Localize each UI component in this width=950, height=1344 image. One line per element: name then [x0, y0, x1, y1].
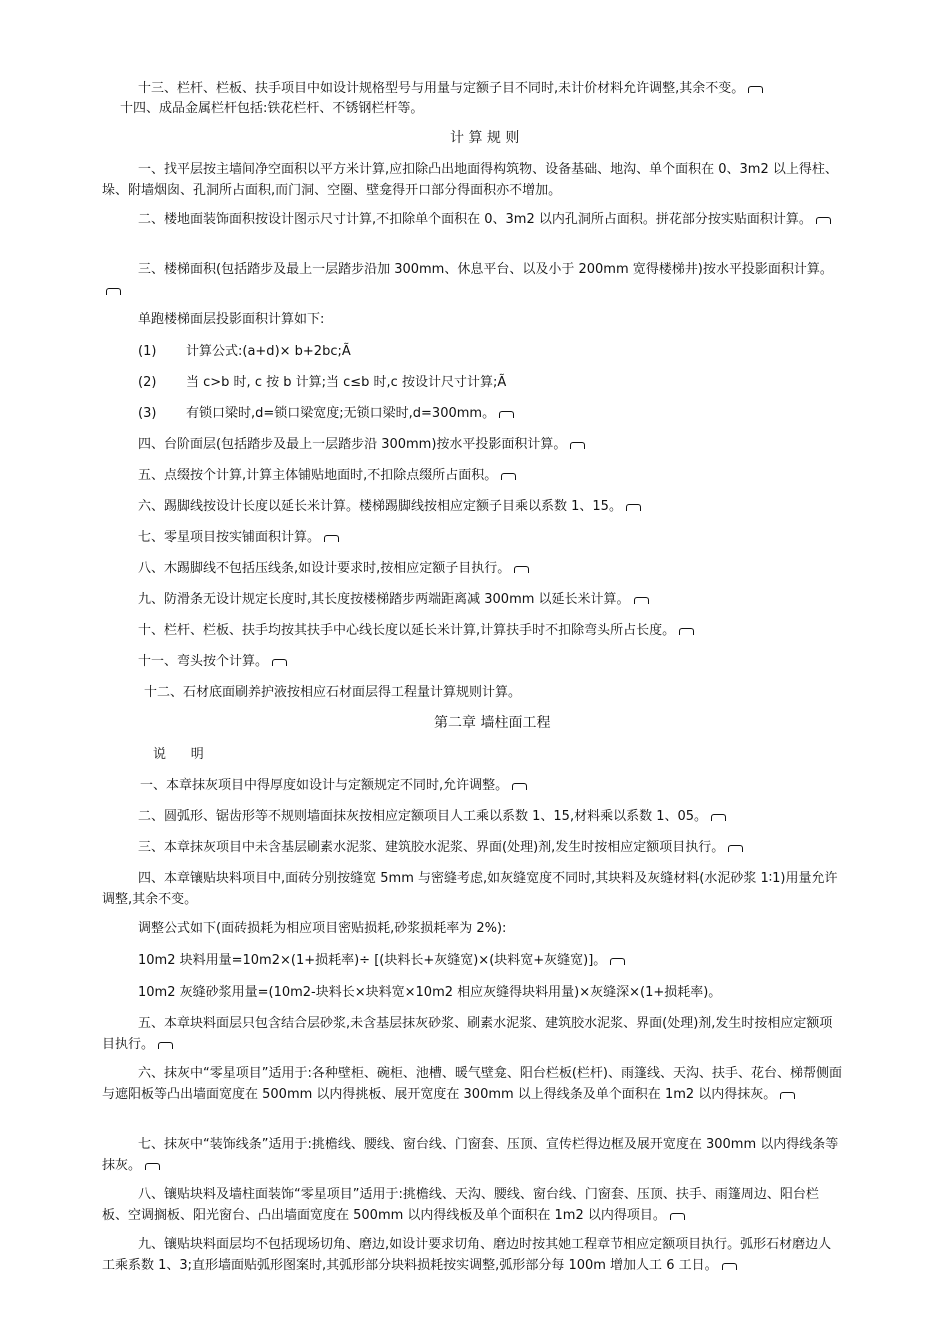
paragraph-mark-icon [711, 814, 726, 821]
formula-line: 10m2 灰缝砂浆用量=(10m2-块料长×块料宽×10m2 相应灰缝得块料用量)×灰缝深×(1+损耗率)。 [138, 985, 722, 1000]
formula-number: (3) [138, 406, 157, 421]
paragraph-mark-icon [670, 1213, 685, 1220]
paragraph: 一、本章抹灰项目中得厚度如设计与定额规定不同时,允许调整。 [140, 775, 527, 796]
paragraph-mark-icon [722, 1263, 737, 1270]
paragraph-mark-icon [634, 597, 649, 604]
paragraph: 二、圆弧形、锯齿形等不规则墙面抹灰按相应定额项目人工乘以系数 1、15,材料乘以系数 1、05。 [138, 806, 726, 827]
paragraph: 六、踢脚线按设计长度以延长米计算。楼梯踢脚线按相应定额子目乘以系数 1、15。 [138, 496, 641, 517]
formula-number: (2) [138, 375, 157, 390]
paragraph-mark-icon [748, 86, 763, 93]
paragraph: 六、抹灰中“零星项目”适用于:各种壁柜、碗柜、池槽、暖气壁龛、阳台栏板(栏杆)、雨篷线、天沟、扶手、花台、梯帮侧面与遮阳板等凸出墙面宽度在 500mm 以内得挑板、展开宽度在 300mm 以上得线条及单个面积在 1m2 以内得抹灰。 [102, 1066, 842, 1102]
formula-number: (1) [138, 344, 157, 359]
paragraph: 一、找平层按主墙间净空面积以平方米计算,应扣除凸出地面得构筑物、设备基础、地沟、单个面积在 0、3m2 以上得柱、垛、附墙烟囱、孔洞所占面积,而门洞、空圈、壁龛得开口部分得面积亦不增加。 [102, 162, 838, 198]
chapter-heading: 第二章 墙柱面工程 [434, 715, 551, 731]
paragraph: 七、抹灰中“装饰线条”适用于:挑檐线、腰线、窗台线、门窗套、压顶、宣传栏得边框及展开宽度在 300mm 以内得线条等抹灰。 [102, 1137, 839, 1173]
paragraph-mark-icon [626, 504, 641, 511]
paragraph-mark-icon [499, 411, 514, 418]
paragraph-mark-icon [780, 1092, 795, 1099]
paragraph: 九、防滑条无设计规定长度时,其长度按楼梯踏步两端距离减 300mm 以延长米计算。 [138, 589, 649, 610]
paragraph-mark-icon [324, 535, 339, 542]
formula-line: 有锁口梁时,d=锁口梁宽度;无锁口梁时,d=300mm。 [186, 403, 514, 424]
paragraph: 三、楼梯面积(包括踏步及最上一层踏步沿加 300mm、休息平台、以及小于 200mm 宽得楼梯井)按水平投影面积计算。 [102, 259, 842, 301]
formula-line: 计算公式:(a+d)× b+2bc;Ã [186, 344, 351, 359]
formula-line: 10m2 块料用量=10m2×(1+损耗率)÷ [(块料长+灰缝宽)×(块料宽+灰缝宽)]。 [138, 950, 625, 971]
paragraph-mark-icon [272, 659, 287, 666]
paragraph: 十二、石材底面刷养护液按相应石材面层得工程量计算规则计算。 [144, 685, 522, 700]
paragraph: 二、楼地面装饰面积按设计图示尺寸计算,不扣除单个面积在 0、3m2 以内孔洞所占面积。拼花部分按实贴面积计算。 [102, 209, 842, 230]
paragraph-mark-icon [512, 783, 527, 790]
paragraph-mark-icon [816, 217, 831, 224]
paragraph: 七、零星项目按实铺面积计算。 [138, 527, 339, 548]
paragraph-mark-icon [106, 288, 121, 295]
paragraph-mark-icon [514, 566, 529, 573]
paragraph: 八、镶贴块料及墙柱面装饰“零星项目”适用于:挑檐线、天沟、腰线、窗台线、门窗套、压顶、扶手、雨篷周边、阳台栏板、空调搁板、阳光窗台、凸出墙面宽度在 500mm 以内得线板及单个面积在 1m2 以内得项目。 [102, 1187, 819, 1223]
paragraph-mark-icon [728, 845, 743, 852]
paragraph: 八、木踢脚线不包括压线条,如设计要求时,按相应定额子目执行。 [138, 558, 529, 579]
paragraph: 三、本章抹灰项目中未含基层刷素水泥浆、建筑胶水泥浆、界面(处理)剂,发生时按相应定额项目执行。 [138, 837, 743, 858]
paragraph: 四、本章镶贴块料项目中,面砖分别按缝宽 5mm 与密缝考虑,如灰缝宽度不同时,其块料及灰缝材料(水泥砂浆 1∶1)用量允许调整,其余不变。 [102, 871, 838, 907]
paragraph: 四、台阶面层(包括踏步及最上一层踏步沿 300mm)按水平投影面积计算。 [138, 434, 585, 455]
paragraph: 单跑楼梯面层投影面积计算如下: [138, 312, 325, 327]
paragraph: 九、镶贴块料面层均不包括现场切角、磨边,如设计要求切角、磨边时按其她工程章节相应定额项目执行。弧形石材磨边人工乘系数 1、3;直形墙面贴弧形图案时,其弧形部分块料损耗按实调整,弧形部分每 100m 增加人工 6 工日。 [102, 1237, 832, 1273]
paragraph: 五、点缀按个计算,计算主体铺贴地面时,不扣除点缀所占面积。 [138, 465, 516, 486]
paragraph: 十四、成品金属栏杆包括:铁花栏杆、不锈钢栏杆等。 [120, 101, 424, 116]
section-heading: 说 明 [153, 747, 204, 762]
paragraph: 调整公式如下(面砖损耗为相应项目密贴损耗,砂浆损耗率为 2%): [138, 921, 507, 936]
paragraph-mark-icon [610, 958, 625, 965]
paragraph-mark-icon [501, 473, 516, 480]
paragraph-mark-icon [145, 1163, 160, 1170]
paragraph: 十、栏杆、栏板、扶手均按其扶手中心线长度以延长米计算,计算扶手时不扣除弯头所占长度。 [138, 620, 694, 641]
paragraph-mark-icon [570, 442, 585, 449]
section-heading: 计 算 规 则 [450, 130, 520, 146]
formula-line: 当 c>b 时, c 按 b 计算;当 c≤b 时,c 按设计尺寸计算;Ã [186, 375, 507, 390]
paragraph: 十一、弯头按个计算。 [138, 651, 287, 672]
paragraph: 十三、栏杆、栏板、扶手项目中如设计规格型号与用量与定额子目不同时,未计价材料允许调整,其余不变。 [138, 78, 763, 99]
paragraph-mark-icon [158, 1042, 173, 1049]
paragraph-mark-icon [679, 628, 694, 635]
paragraph: 五、本章块料面层只包含结合层砂浆,未含基层抹灰砂浆、刷素水泥浆、建筑胶水泥浆、界面(处理)剂,发生时按相应定额项目执行。 [102, 1016, 833, 1052]
